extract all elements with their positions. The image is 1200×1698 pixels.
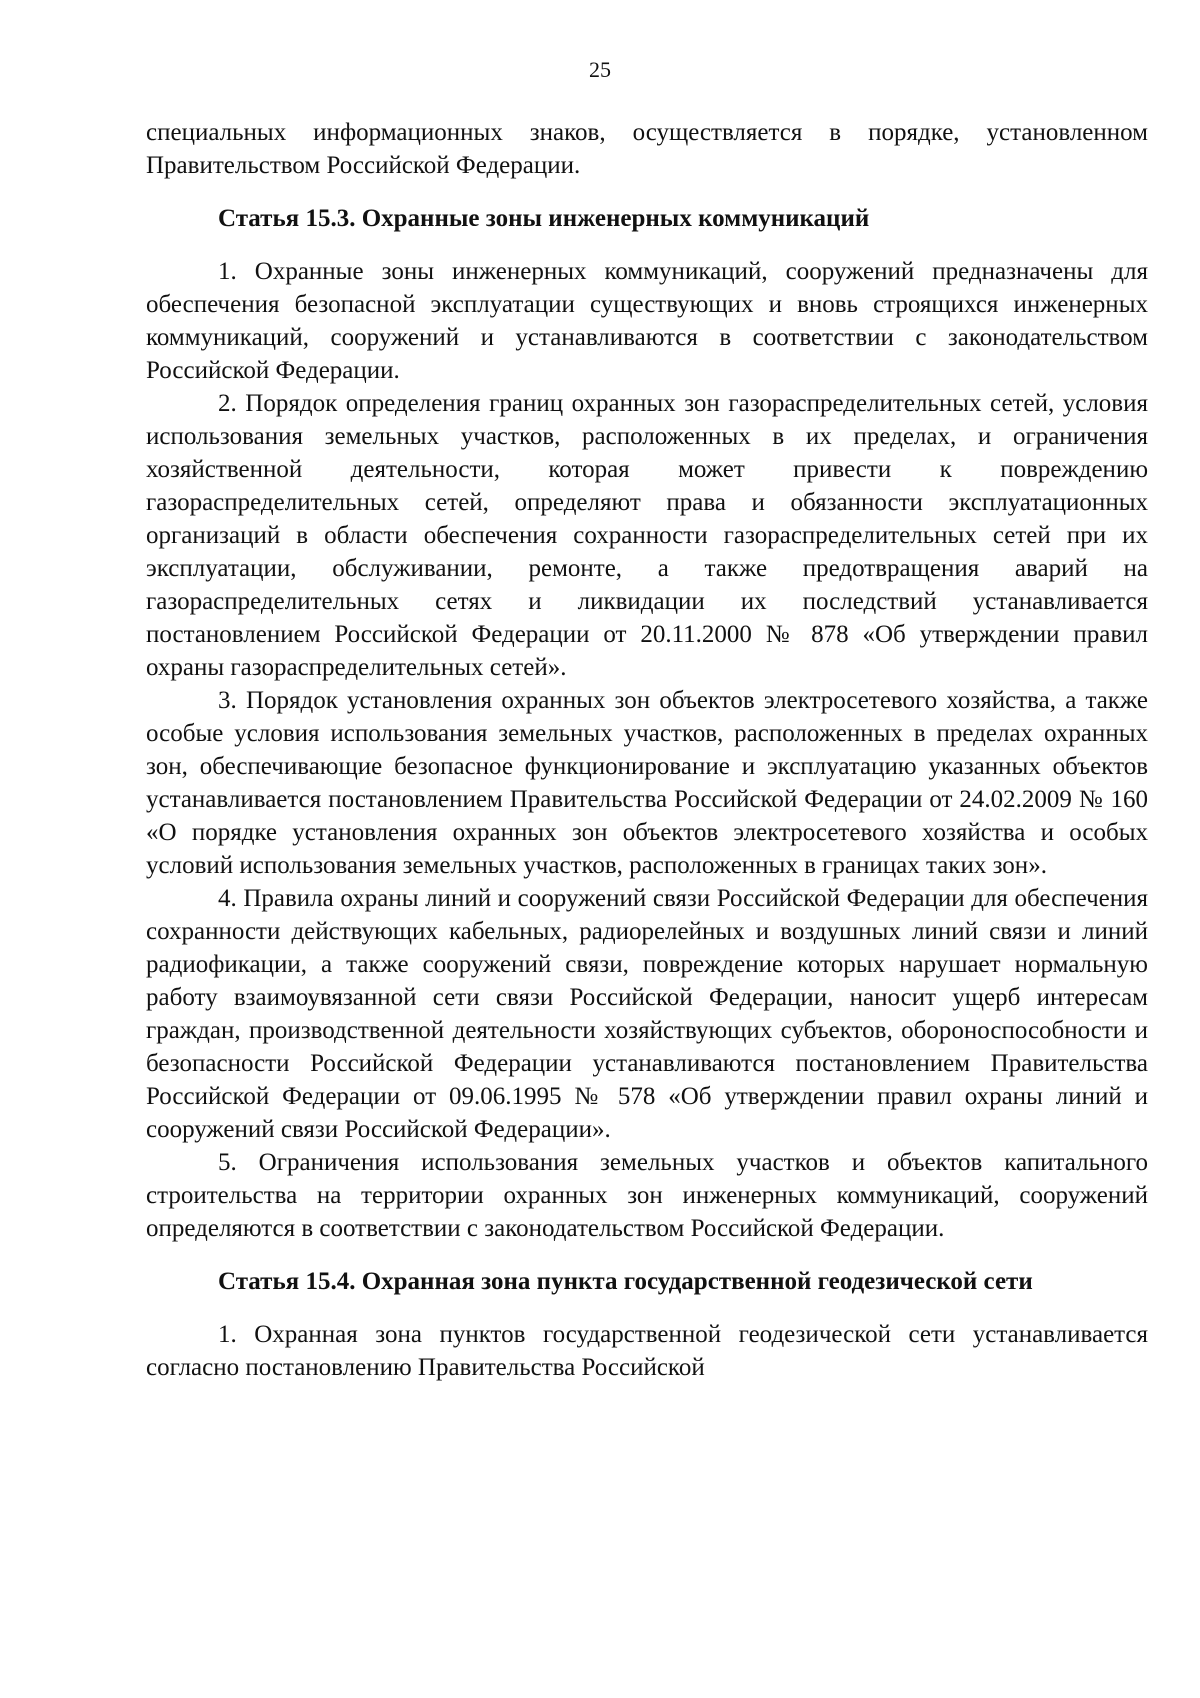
article-15-3-paragraph-4: 4. Правила охраны линий и сооружений связи Российской Федерации для обеспечения сохранности действующих кабельных, радиорелейных и воздушных линий связи и линий радиофикации, а также сооружений связи, повреждение которых нарушает нормальную работу взаимоувязанной сети связи Российской Федерации, наносит ущерб интересам граждан, производственной деятельности хозяйствующих субъектов, обороноспособности и безопасности Российской Федерации устанавливаются постановлением Правительства Российской Федерации от 09.06.1995 № 578 «Об утверждении правил охраны линий и сооружений связи Российской Федерации».	[146, 885, 1148, 1143]
document-body	[146, 116, 1148, 1384]
article-15-4-heading: Статья 15.4. Охранная зона пункта государственной геодезической сети	[218, 1268, 1033, 1295]
article-15-3-heading: Статья 15.3. Охранные зоны инженерных коммуникаций	[218, 205, 870, 232]
page-number: 25	[589, 57, 611, 82]
article-15-3-paragraph-1: 1. Охранные зоны инженерных коммуникаций, сооружений предназначены для обеспечения безопасной эксплуатации существующих и вновь строящихся инженерных коммуникаций, сооружений и устанавливаются в соответствии с законодательством Российской Федерации.	[146, 258, 1148, 384]
continuation-paragraph: специальных информационных знаков, осуществляется в порядке, установленном Правительством Российской Федерации.	[146, 119, 1148, 179]
article-15-4-paragraph-1: 1. Охранная зона пунктов государственной геодезической сети устанавливается согласно постановлению Правительства Российской	[146, 1321, 1148, 1381]
article-15-3-paragraph-5: 5. Ограничения использования земельных участков и объектов капитального строительства на территории охранных зон инженерных коммуникаций, сооружений определяются в соответствии с законодательством Российской Федерации.	[146, 1149, 1148, 1242]
article-15-3-paragraph-3: 3. Порядок установления охранных зон объектов электросетевого хозяйства, а также особые условия использования земельных участков, расположенных в пределах охранных зон, обеспечивающие безопасное функционирование и эксплуатацию указанных объектов устанавливается постановлением Правительства Российской Федерации от 24.02.2009 № 160 «О порядке установления охранных зон объектов электросетевого хозяйства и особых условий использования земельных участков, расположенных в границах таких зон».	[146, 687, 1148, 879]
article-15-3-paragraph-2: 2. Порядок определения границ охранных зон газораспределительных сетей, условия использования земельных участков, расположенных в их пределах, и ограничения хозяйственной деятельности, которая может привести к повреждению газораспределительных сетей, определяют права и обязанности эксплуатационных организаций в области обеспечения сохранности газораспределительных сетей при их эксплуатации, обслуживании, ремонте, а также предотвращения аварий на газораспределительных сетях и ликвидации их последствий устанавливается постановлением Российской Федерации от 20.11.2000 № 878 «Об утверждении правил охраны газораспределительных сетей».	[146, 390, 1148, 681]
